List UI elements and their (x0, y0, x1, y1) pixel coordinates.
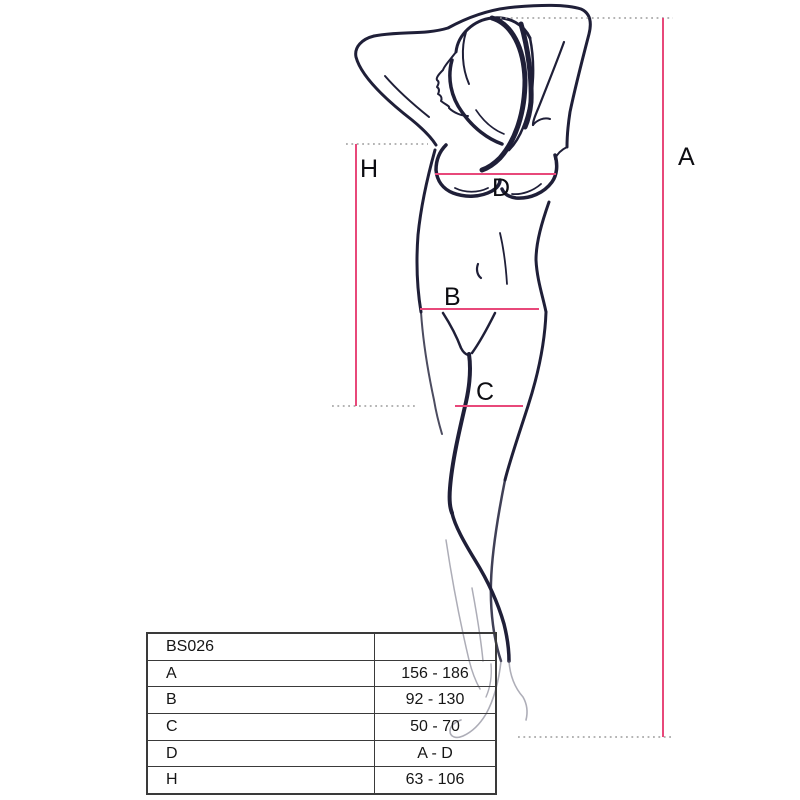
measure-key-cell: B (148, 687, 375, 713)
measure-range-cell: 156 - 186 (401, 664, 469, 682)
product-code-cell: BS026 (148, 634, 375, 660)
right-arm-inner-line (533, 42, 564, 125)
right-thigh-line (505, 312, 546, 480)
table-row (148, 767, 495, 793)
measure-label-h: H (360, 155, 379, 183)
navel-mark (477, 264, 481, 278)
measure-label-c: C (476, 378, 495, 406)
measure-key-cell: A (148, 661, 375, 687)
crotch-right-line (472, 313, 495, 353)
measure-range-cell: 50 - 70 (410, 717, 460, 735)
table-row (148, 687, 495, 714)
measure-label-a: A (678, 143, 695, 171)
right-hand-crease (533, 118, 550, 125)
front-thigh-line (450, 354, 470, 513)
size-table (146, 632, 497, 795)
measure-range-cell: 63 - 106 (405, 771, 465, 789)
heel-line (509, 661, 527, 720)
crotch-left-line (443, 313, 468, 355)
measurement-lines (356, 18, 663, 737)
table-row (148, 741, 495, 768)
measure-range-cell: A - D (417, 744, 453, 762)
hair-outer-line (482, 18, 525, 170)
header-value-cell (375, 634, 495, 660)
measure-key-cell: H (148, 767, 375, 793)
left-breast-inner-line (455, 188, 488, 192)
torso-left-edge-lower (421, 312, 442, 434)
table-header-row (148, 634, 495, 661)
figure-lines (356, 5, 591, 661)
torso-left-edge (417, 150, 435, 312)
measure-label-d: D (492, 174, 511, 202)
belly-crease-line (500, 233, 507, 284)
table-row (148, 714, 495, 741)
left-arm-elbow-line (356, 36, 436, 145)
arms-top-contour (374, 5, 590, 147)
hair-strand-small (463, 32, 469, 84)
dotted-guides (332, 18, 673, 737)
left-arm-inner-line (385, 76, 429, 117)
measure-key-cell: D (148, 741, 375, 767)
table-row (148, 661, 495, 688)
measure-label-b: B (444, 283, 461, 311)
left-breast-line (436, 145, 500, 196)
hair-face-strand (450, 60, 502, 144)
measure-key-cell: C (148, 714, 375, 740)
torso-right-edge (536, 202, 549, 312)
measure-range-cell: 92 - 130 (405, 691, 465, 709)
